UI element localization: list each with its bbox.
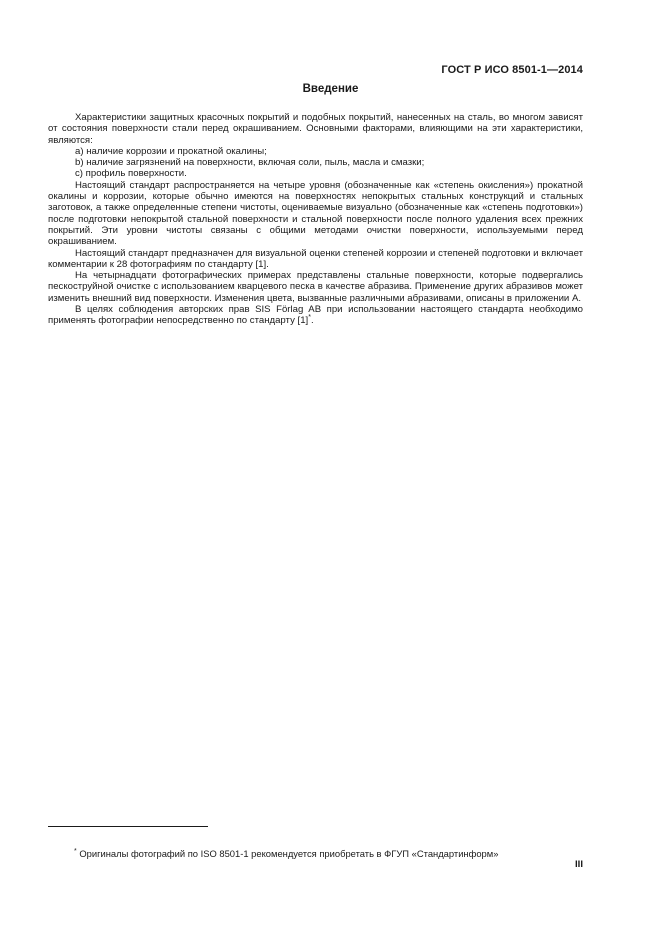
standard-code: ГОСТ Р ИСО 8501-1—2014 <box>441 64 583 76</box>
body-text <box>48 112 583 327</box>
paragraph-5-text: В целях соблюдения авторских прав SIS Förlag AB при использовании настоящего стандарта необходимо применять фотографии непосредственно по стандарту [1] <box>48 304 583 327</box>
footnote-divider <box>48 826 208 827</box>
footnote-text: Оригиналы фотографий по ISO 8501-1 рекомендуется приобретать в ФГУП «Стандартинформ» <box>79 848 499 860</box>
paragraph-1: Характеристики защитных красочных покрытий и подобных покрытий, нанесенных на сталь, во многом зависят от состояния поверхности стали перед окрашиванием. Основными факторами, влияющими на эти характеристики, являются: <box>48 112 583 146</box>
paragraph-2: Настоящий стандарт распространяется на четыре уровня (обозначенные как «степень окисления») прокатной окалины и коррозии, которые обычно имеются на поверхностях непокрытых стальных конструкций и стальных заготовок, а также определенные степени чистоты, оцениваемые визуально (обозначенные как «степень подготовки») после подготовки непокрытой стальной поверхности и стальной поверхности после полного удаления всех прежних покрытий. Эти уровни чистоты связаны с общими методами очистки поверхности, используемыми перед окрашиванием. <box>48 179 583 248</box>
page-number: III <box>575 859 583 870</box>
paragraph-5 <box>48 304 583 327</box>
paragraph-3: Настоящий стандарт предназначен для визуальной оценки степеней коррозии и степеней подготовки и включает комментарии к 28 фотографиям по стандарту [1]. <box>48 247 583 270</box>
footnote-mark: * <box>74 848 77 855</box>
paragraph-5-end: . <box>310 315 314 327</box>
footnote-reference: * <box>308 314 311 322</box>
list-item-b: b) наличие загрязнений на поверхности, включая соли, пыль, масла и смазки; <box>75 157 425 169</box>
list-item-a: a) наличие коррозии и прокатной окалины; <box>75 145 267 157</box>
list-item-c: c) профиль поверхности. <box>75 168 187 180</box>
footnote <box>74 848 498 859</box>
paragraph-4: На четырнадцати фотографических примерах представлены стальные поверхности, которые подвергались пескоструйной очистке с использованием кварцевого песка в качестве абразива. Применение других абразивов может изменить внешний вид поверхности. Изменения цвета, вызванные различными абразивами, описаны в приложении А. <box>48 270 583 304</box>
section-title: Введение <box>302 83 359 95</box>
